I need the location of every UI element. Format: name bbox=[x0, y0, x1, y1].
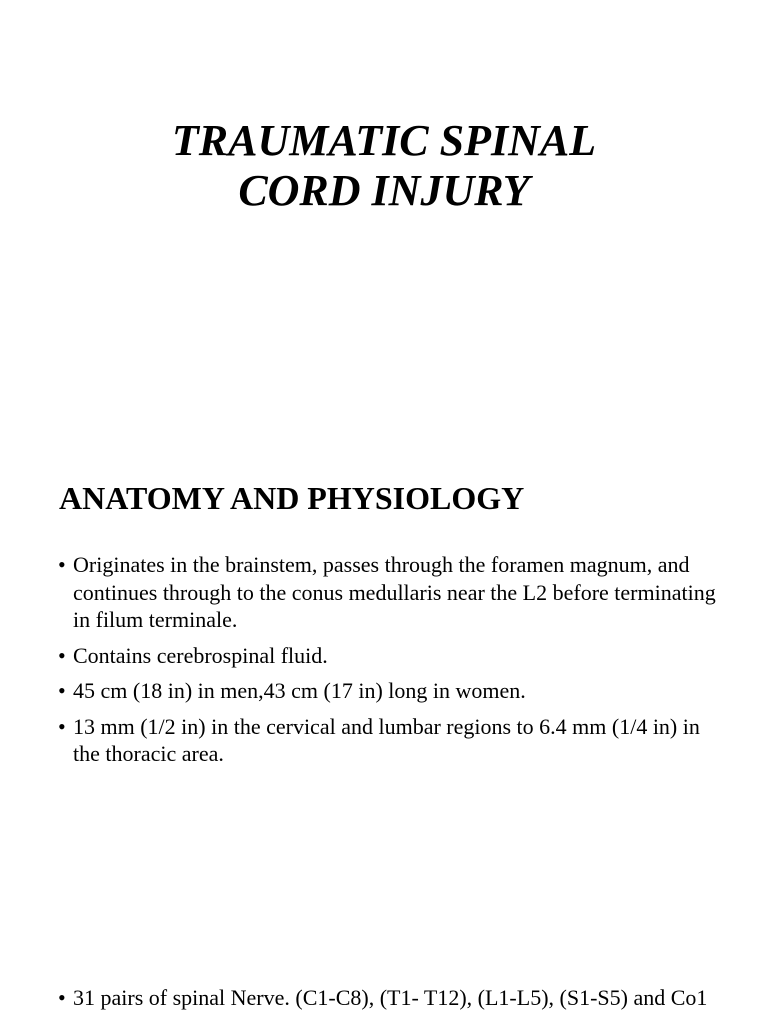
list-item bbox=[56, 642, 716, 670]
title-line-1: TRAUMATIC SPINAL bbox=[171, 116, 597, 165]
bullet-icon: • bbox=[58, 713, 66, 739]
page-title bbox=[0, 116, 768, 216]
section-heading: ANATOMY AND PHYSIOLOGY bbox=[59, 480, 525, 516]
list-item-text: Contains cerebrospinal fluid. bbox=[73, 642, 328, 668]
list-item-text: 45 cm (18 in) in men,43 cm (17 in) long in women. bbox=[73, 678, 526, 703]
list-item bbox=[56, 984, 716, 1012]
bullet-list bbox=[56, 551, 716, 776]
bullet-list-continued bbox=[56, 984, 716, 1020]
bullet-icon: • bbox=[58, 552, 66, 577]
list-item-text: 13 mm (1/2 in) in the cervical and lumbar regions to 6.4 mm (1/4 in) in the thoracic area. bbox=[73, 713, 700, 766]
list-item bbox=[56, 551, 716, 634]
list-item-text: 31 pairs of spinal Nerve. (C1-C8), (T1- T12), (L1-L5), (S1-S5) and Co1 bbox=[73, 985, 708, 1010]
list-item bbox=[56, 713, 716, 768]
list-item bbox=[56, 677, 716, 705]
bullet-icon: • bbox=[58, 985, 66, 1010]
title-line-2: CORD INJURY bbox=[238, 166, 530, 215]
bullet-icon: • bbox=[58, 642, 66, 668]
bullet-icon: • bbox=[58, 678, 66, 703]
list-item-text: Originates in the brainstem, passes through the foramen magnum, and continues through to the conus medullaris near the L2 before terminating in filum terminale. bbox=[73, 552, 716, 632]
